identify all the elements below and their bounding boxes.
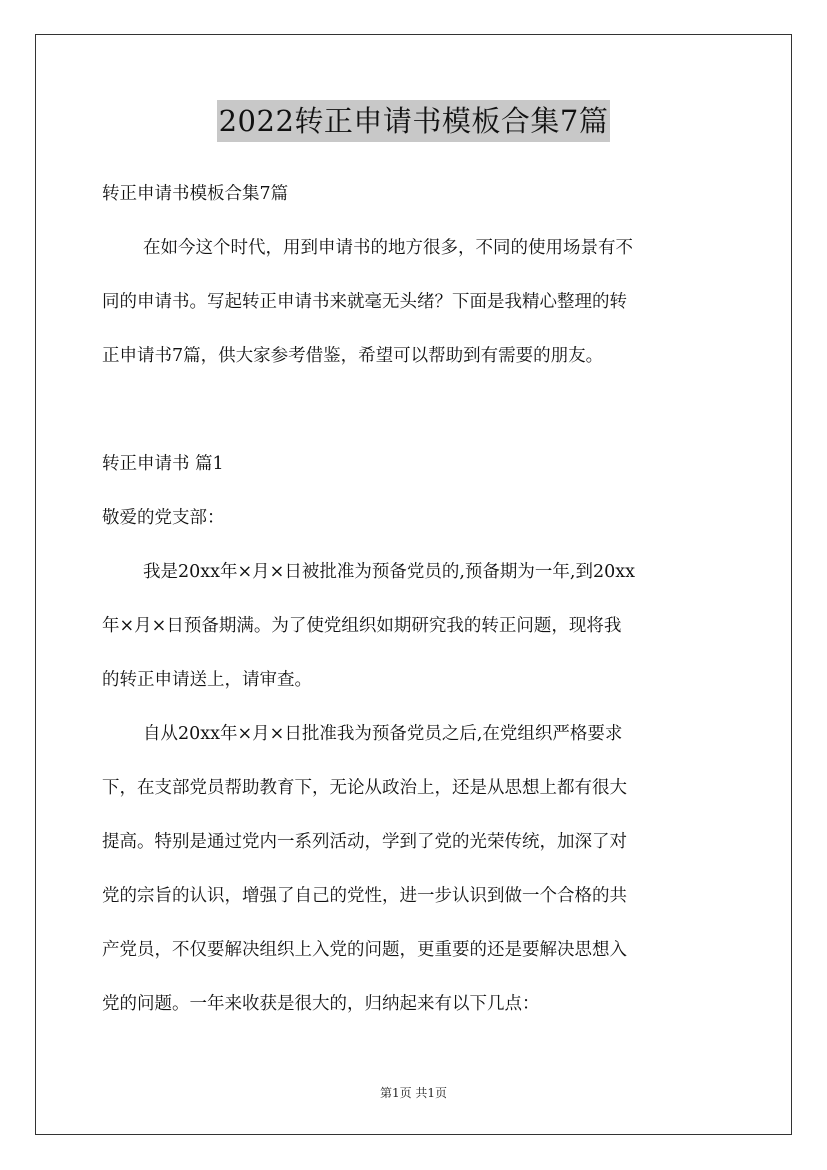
blank-spacer: [102, 390, 728, 444]
document-title: 2022转正申请书模板合集7篇: [217, 100, 611, 142]
paragraph-line: 党的问题。一年来收获是很大的，归纳起来有以下几点：: [102, 994, 540, 1014]
section-heading: 转正申请书 篇1: [102, 454, 224, 474]
page-footer: 第1页 共1页: [379, 1086, 448, 1100]
salutation: 敬爱的党支部：: [102, 508, 225, 528]
paragraph-line: 的转正申请送上，请审查。: [102, 670, 312, 690]
paragraph-line: 提高。特别是通过党内一系列活动，学到了党的光荣传统，加深了对: [102, 832, 627, 852]
intro-line: 在如今这个时代，用到申请书的地方很多，不同的使用场景有不: [143, 238, 633, 258]
intro-line: 同的申请书。写起转正申请书来就毫无头绪？下面是我精心整理的转: [102, 292, 627, 312]
title-block: [0, 100, 827, 142]
paragraph-line: 我是20xx年×月×日被批准为预备党员的,预备期为一年,到20xx: [143, 562, 635, 582]
intro-line: 正申请书7篇，供大家参考借鉴，希望可以帮助到有需要的朋友。: [102, 346, 604, 366]
paragraph-line: 年×月×日预备期满。为了使党组织如期研究我的转正问题，现将我: [102, 616, 622, 636]
paragraph-line: 下，在支部党员帮助教育下，无论从政治上，还是从思想上都有很大: [102, 778, 627, 798]
paragraph-line: 自从20xx年×月×日批准我为预备党员之后,在党组织严格要求: [143, 724, 623, 744]
document-body: [102, 174, 728, 1038]
paragraph-line: 党的宗旨的认识，增强了自己的党性，进一步认识到做一个合格的共: [102, 886, 627, 906]
paragraph-line: 产党员，不仅要解决组织上入党的问题，更重要的还是要解决思想入: [102, 940, 627, 960]
subtitle: 转正申请书模板合集7篇: [102, 184, 289, 204]
